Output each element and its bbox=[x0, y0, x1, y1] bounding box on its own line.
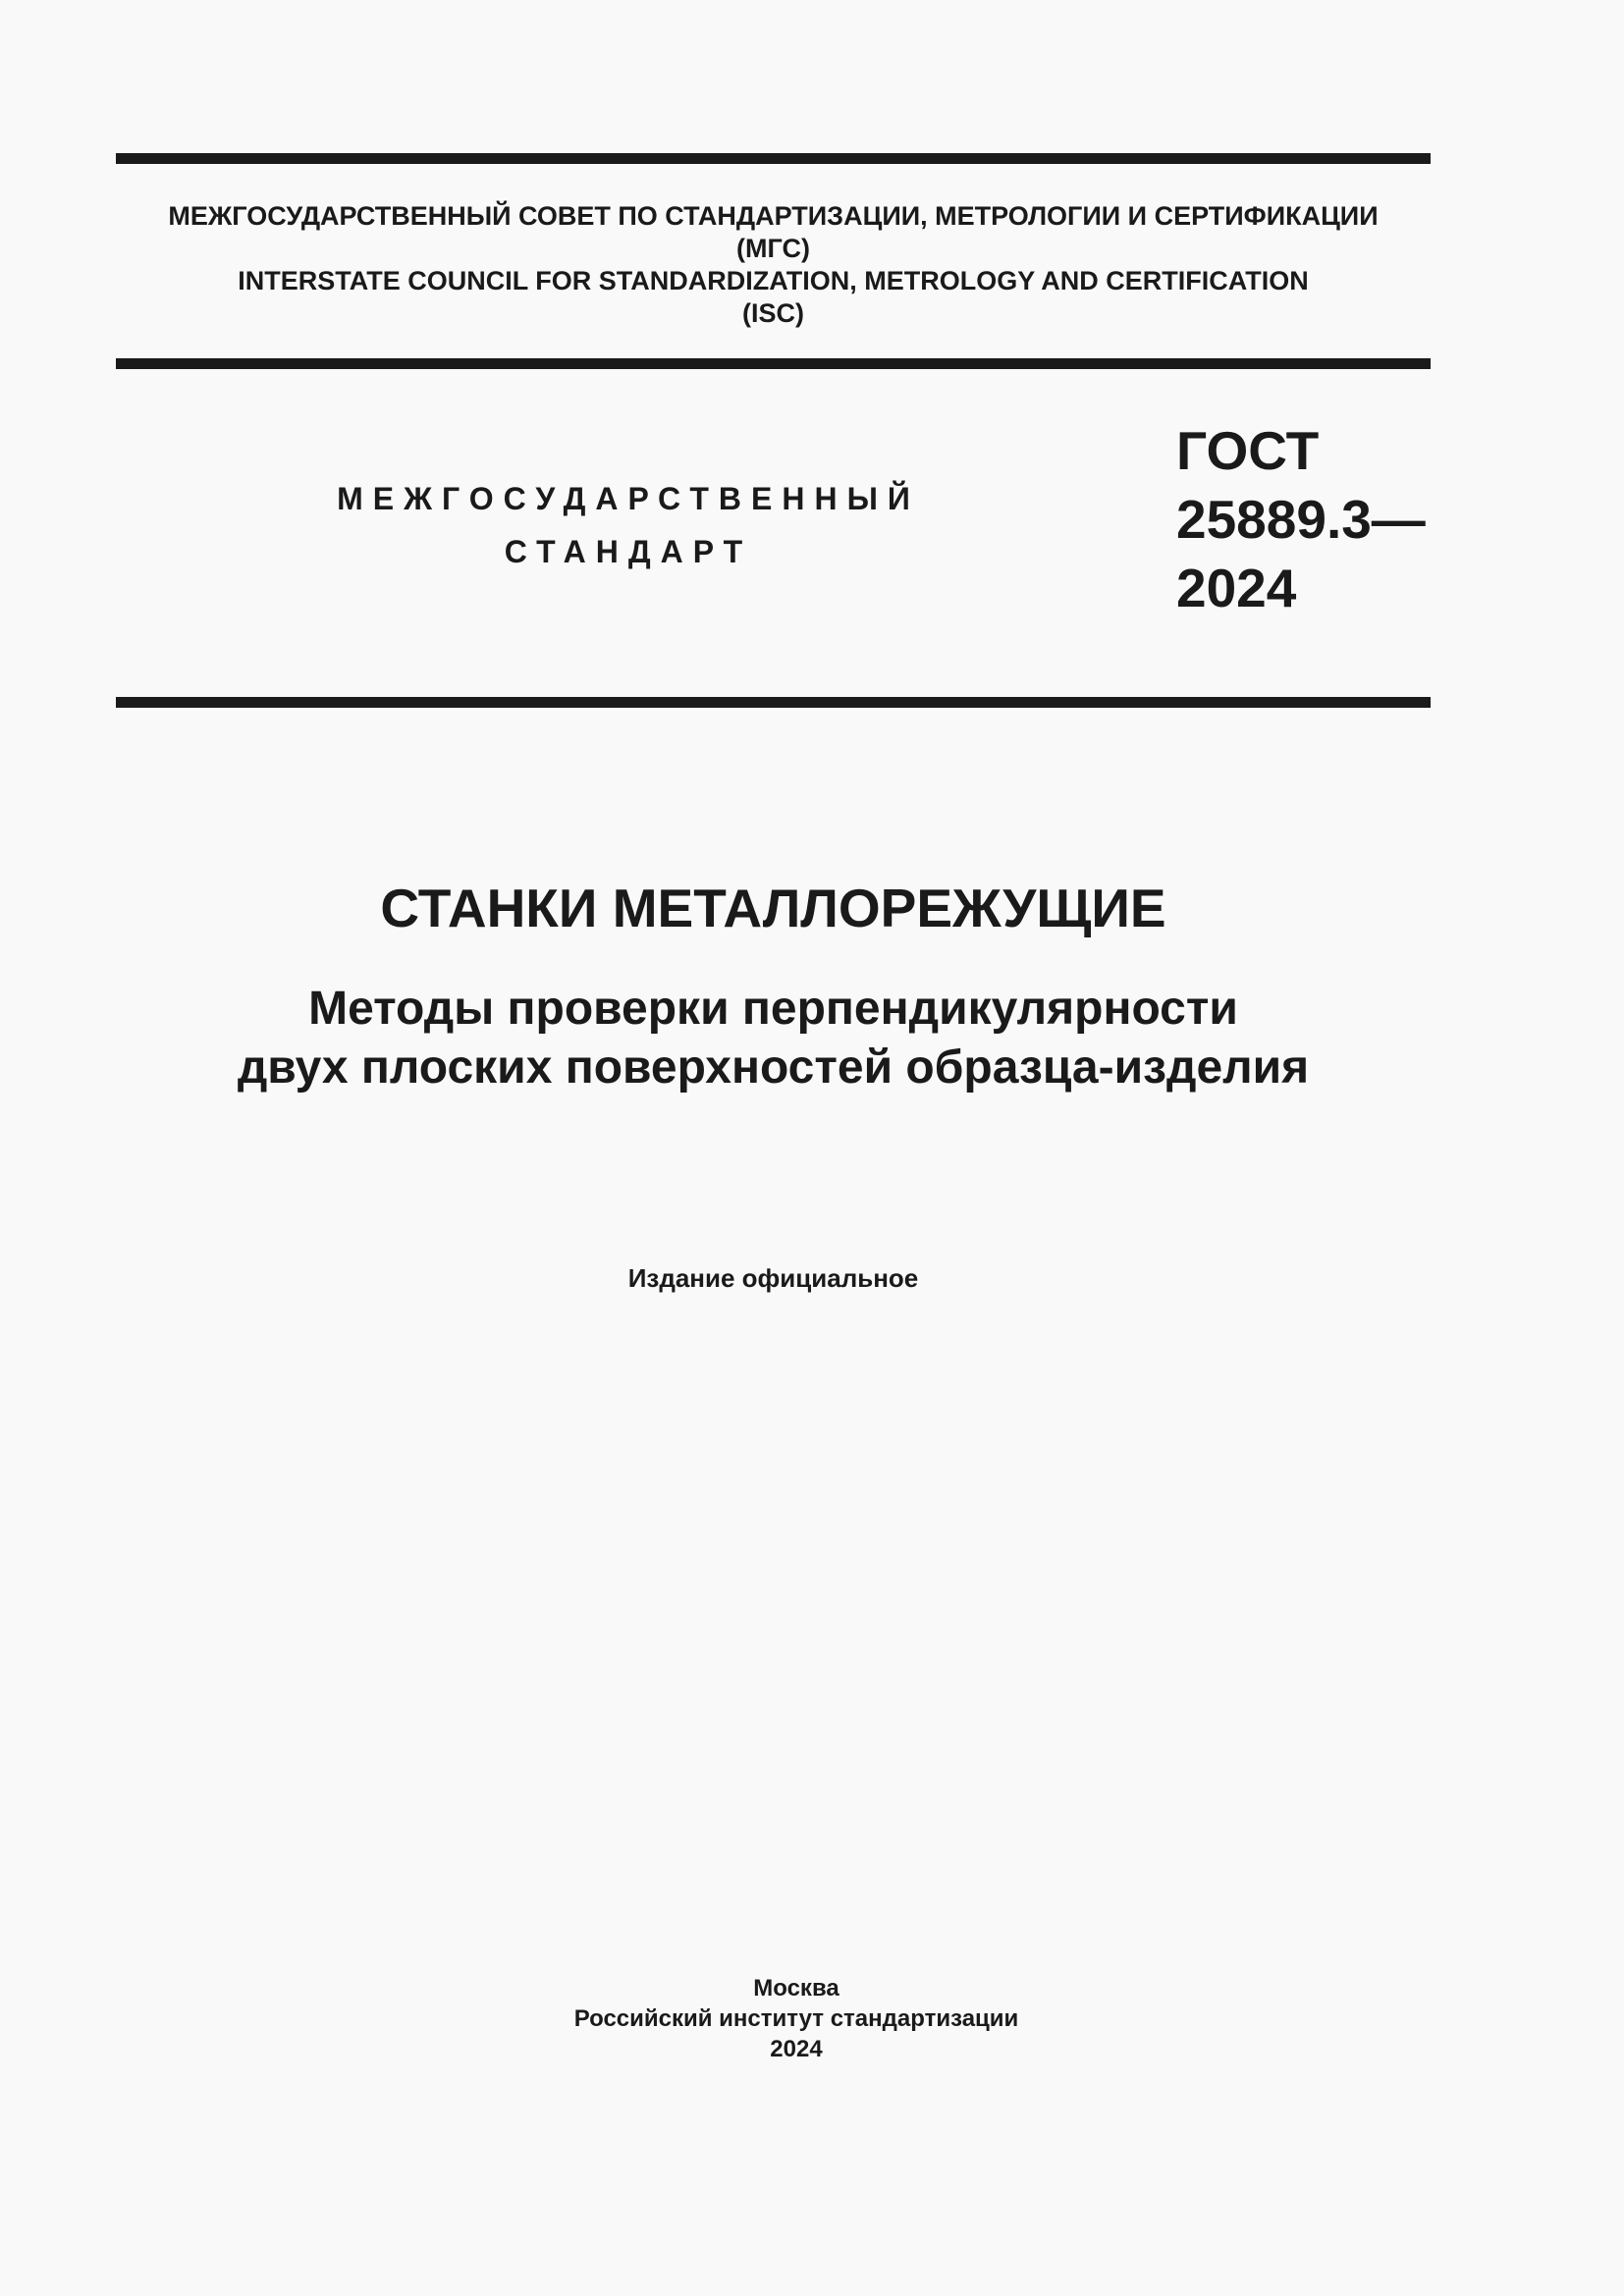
edition-note: Издание официальное bbox=[627, 1263, 919, 1293]
imprint-year: 2024 bbox=[770, 2036, 823, 2062]
imprint-city: Москва bbox=[753, 1975, 839, 2002]
middle-divider-rule bbox=[116, 358, 1431, 369]
council-abbr-ru: (МГС) bbox=[736, 234, 810, 263]
standard-type-line-2: СТАНДАРТ bbox=[504, 534, 753, 569]
designation-line-2: 25889.3— bbox=[1176, 489, 1426, 550]
document-title: СТАНКИ МЕТАЛЛОРЕЖУЩИЕ bbox=[380, 878, 1166, 938]
subtitle-line-1: Методы проверки перпендикулярности bbox=[308, 983, 1238, 1035]
publisher-imprint bbox=[116, 1973, 1477, 2064]
subtitle-line-2: двух плоских поверхностей образца-изделия bbox=[237, 1041, 1310, 1094]
council-abbr-en: (ISC) bbox=[742, 298, 804, 328]
bottom-divider-rule bbox=[116, 697, 1431, 708]
standard-designation bbox=[1176, 416, 1426, 622]
council-name-ru: МЕЖГОСУДАРСТВЕННЫЙ СОВЕТ ПО СТАНДАРТИЗАЦИИ, МЕТРОЛОГИИ И СЕРТИФИКАЦИИ bbox=[168, 201, 1379, 231]
standard-type-label bbox=[295, 472, 962, 578]
council-header bbox=[116, 200, 1431, 330]
top-divider-rule bbox=[116, 153, 1431, 164]
designation-line-1: ГОСТ bbox=[1176, 420, 1320, 481]
designation-line-3: 2024 bbox=[1176, 558, 1297, 618]
standard-type-line-1: МЕЖГОСУДАРСТВЕННЫЙ bbox=[337, 481, 920, 516]
imprint-publisher: Российский институт стандартизации bbox=[573, 2005, 1019, 2032]
council-name-en: INTERSTATE COUNCIL FOR STANDARDIZATION, METROLOGY AND CERTIFICATION bbox=[238, 266, 1309, 295]
document-subtitle bbox=[116, 980, 1431, 1097]
